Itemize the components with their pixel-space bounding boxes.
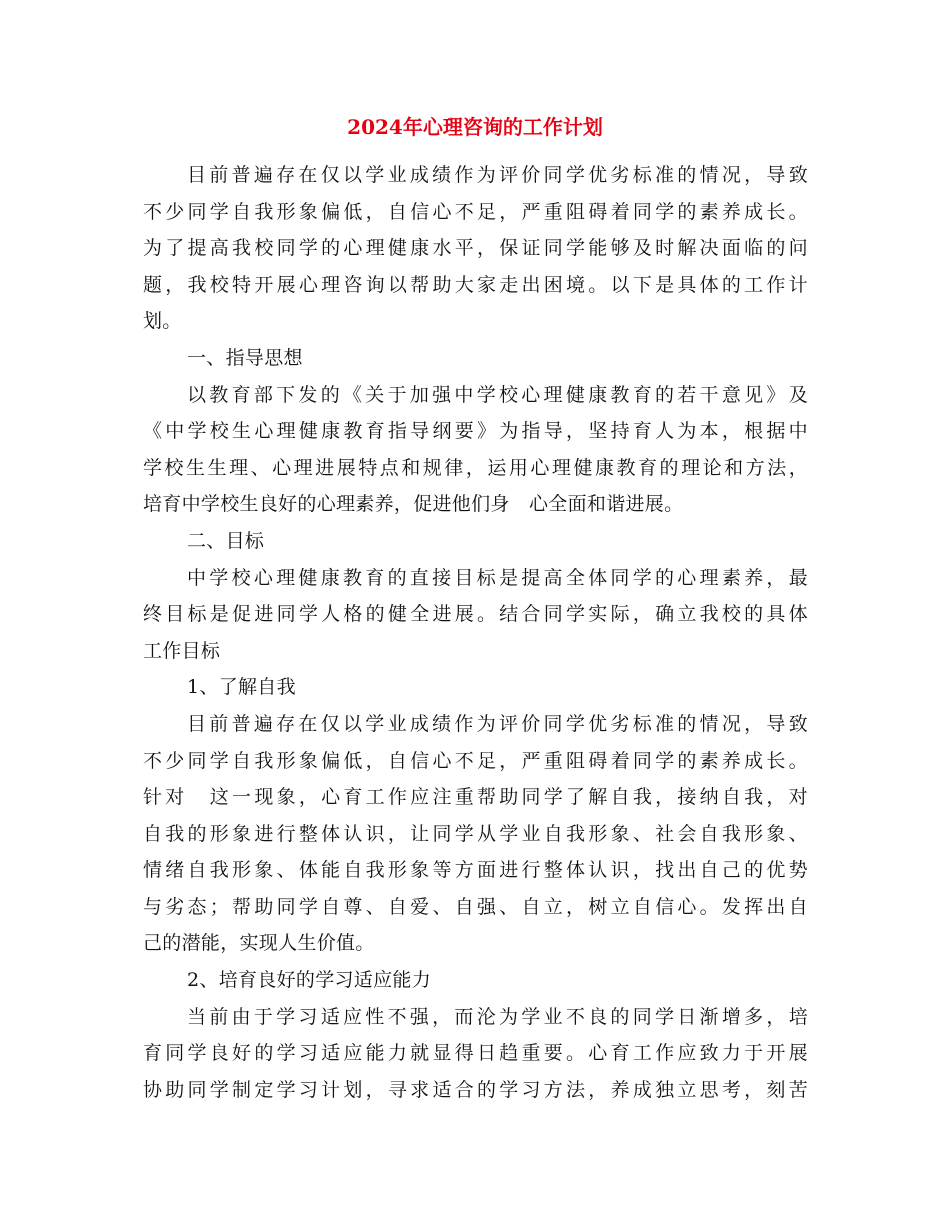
- text-line: 为了提高我校同学的心理健康水平，保证同学能够及时解决面临的问: [143, 237, 808, 260]
- text-line: 二、目标: [187, 529, 265, 552]
- text-line: 2、培育良好的学习适应能力: [187, 969, 431, 992]
- text-line: 自我的形象进行整体认识，让同学从学业自我形象、社会自我形象、: [143, 822, 808, 845]
- text-line: 当前由于学习适应性不强，而沦为学业不良的同学日渐增多，培: [187, 1005, 808, 1028]
- text-line: 题，我校特开展心理咨询以帮助大家走出困境。以下是具体的工作计: [143, 273, 808, 296]
- text-line: 育同学良好的学习适应能力就显得日趋重要。心育工作应致力于开展: [143, 1042, 808, 1065]
- text-line: 目前普遍存在仅以学业成绩作为评价同学优劣标准的情况，导致: [187, 164, 808, 186]
- text-line: 己的潜能，实现人生价值。: [143, 932, 375, 955]
- text-line: 《中学校生心理健康教育指导纲要》为指导，坚持育人为本，根据中: [143, 420, 808, 443]
- text-line: 中学校心理健康教育的直接目标是提高全体同学的心理素养，最: [187, 566, 808, 589]
- text-line: 以教育部下发的《关于加强中学校心理健康教育的若干意见》及: [187, 383, 808, 406]
- text-line: 学校生生理、心理进展特点和规律，运用心理健康教育的理论和方法，: [143, 456, 808, 479]
- text-line: 一、指导思想: [187, 346, 303, 369]
- document-title: 2024年心理咨询的工作计划: [347, 115, 603, 139]
- text-line: 终目标是促进同学人格的健全进展。结合同学实际，确立我校的具体: [143, 603, 808, 626]
- document-body: [143, 157, 808, 1108]
- text-line: 与劣态；帮助同学自尊、自爱、自强、自立，树立自信心。发挥出自: [143, 895, 808, 918]
- text-line: 划。: [143, 310, 182, 333]
- text-line: 工作目标: [143, 639, 221, 662]
- text-line: 目前普遍存在仅以学业成绩作为评价同学优劣标准的情况，导致: [187, 712, 808, 735]
- text-line: 不少同学自我形象偏低，自信心不足，严重阻碍着同学的素养成长。: [143, 749, 808, 772]
- text-line: 针对 这一现象，心育工作应注重帮助同学了解自我，接纳自我，对: [143, 786, 808, 809]
- text-line: 不少同学自我形象偏低，自信心不足，严重阻碍着同学的素养成长。: [143, 200, 808, 223]
- text-line: 1、了解自我: [187, 676, 296, 699]
- text-line: 培育中学校生良好的心理素养，促进他们身 心全面和谐进展。: [143, 493, 684, 516]
- text-line: 协助同学制定学习计划，寻求适合的学习方法，养成独立思考，刻苦: [143, 1078, 808, 1101]
- text-line: 情绪自我形象、体能自我形象等方面进行整体认识，找出自己的优势: [143, 859, 808, 882]
